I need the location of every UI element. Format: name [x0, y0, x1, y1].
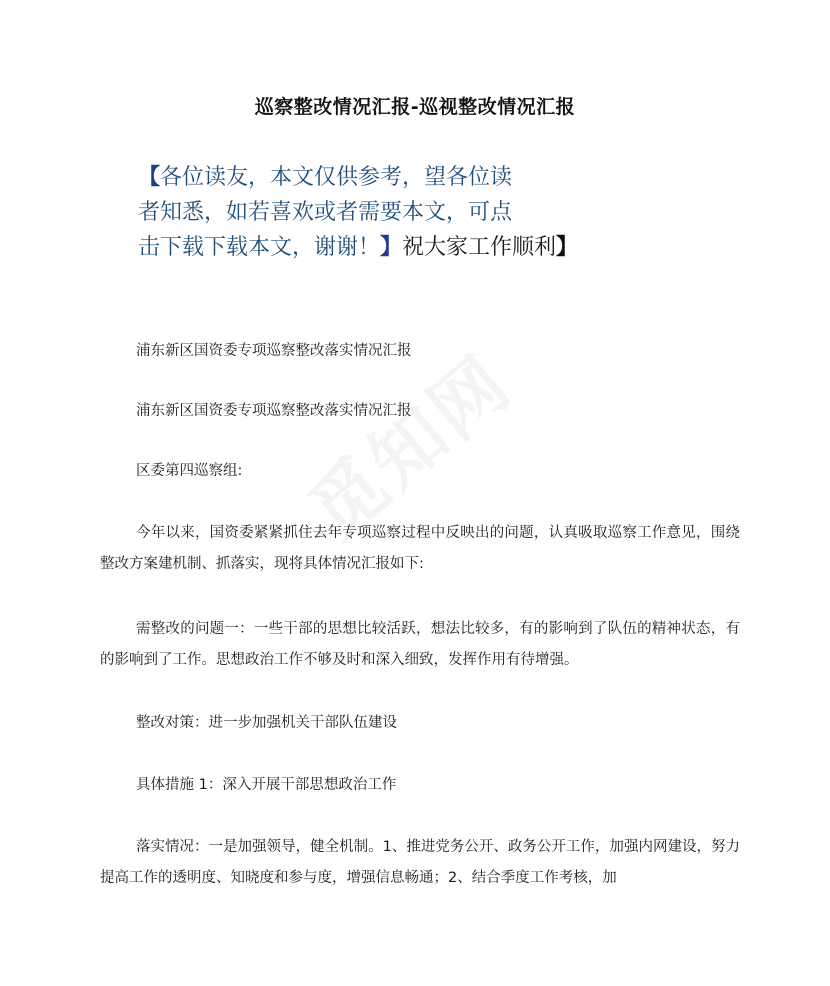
document-title: 巡察整改情况汇报-巡视整改情况汇报 — [254, 96, 576, 118]
paragraph: 落实情况：一是加强领导，健全机制。1、推进党务公开、政务公开工作，加强内网建设，努力提高工作的透明度、知晓度和参与度，增强信息畅通；2、结合季度工作考核，加 — [100, 839, 740, 886]
paragraph: 具体措施 1：深入开展干部思想政治工作 — [136, 777, 397, 793]
notice-line-3: 击下载下载本文，谢谢！ — [138, 235, 381, 260]
notice-close-bracket: 】 — [380, 234, 403, 260]
notice-open-bracket: 【 — [138, 164, 161, 190]
download-notice — [138, 160, 608, 265]
paragraph: 浦东新区国资委专项巡察整改落实情况汇报 — [136, 403, 412, 419]
paragraph: 浦东新区国资委专项巡察整改落实情况汇报 — [136, 343, 412, 359]
notice-tail-bracket: 】 — [556, 234, 579, 260]
notice-line-2: 者知悉，如若喜欢或者需要本文，可点 — [138, 200, 513, 225]
paragraph: 区委第四巡察组: — [136, 463, 243, 479]
paragraph: 整改对策：进一步加强机关干部队伍建设 — [136, 715, 397, 731]
paragraph: 需整改的问题一：一些干部的思想比较活跃，想法比较多，有的影响到了队伍的精神状态，有的影响到了工作。思想政治工作不够及时和深入细致，发挥作用有待增强。 — [100, 621, 740, 668]
notice-tail: 祝大家工作顺利 — [402, 235, 557, 260]
notice-line-1: 各位读友，本文仅供参考，望各位读 — [160, 165, 513, 190]
paragraph: 今年以来，国资委紧紧抓住去年专项巡察过程中反映出的问题，认真吸取巡察工作意见，围绕整改方案建机制、抓落实，现将具体情况汇报如下: — [100, 525, 740, 572]
